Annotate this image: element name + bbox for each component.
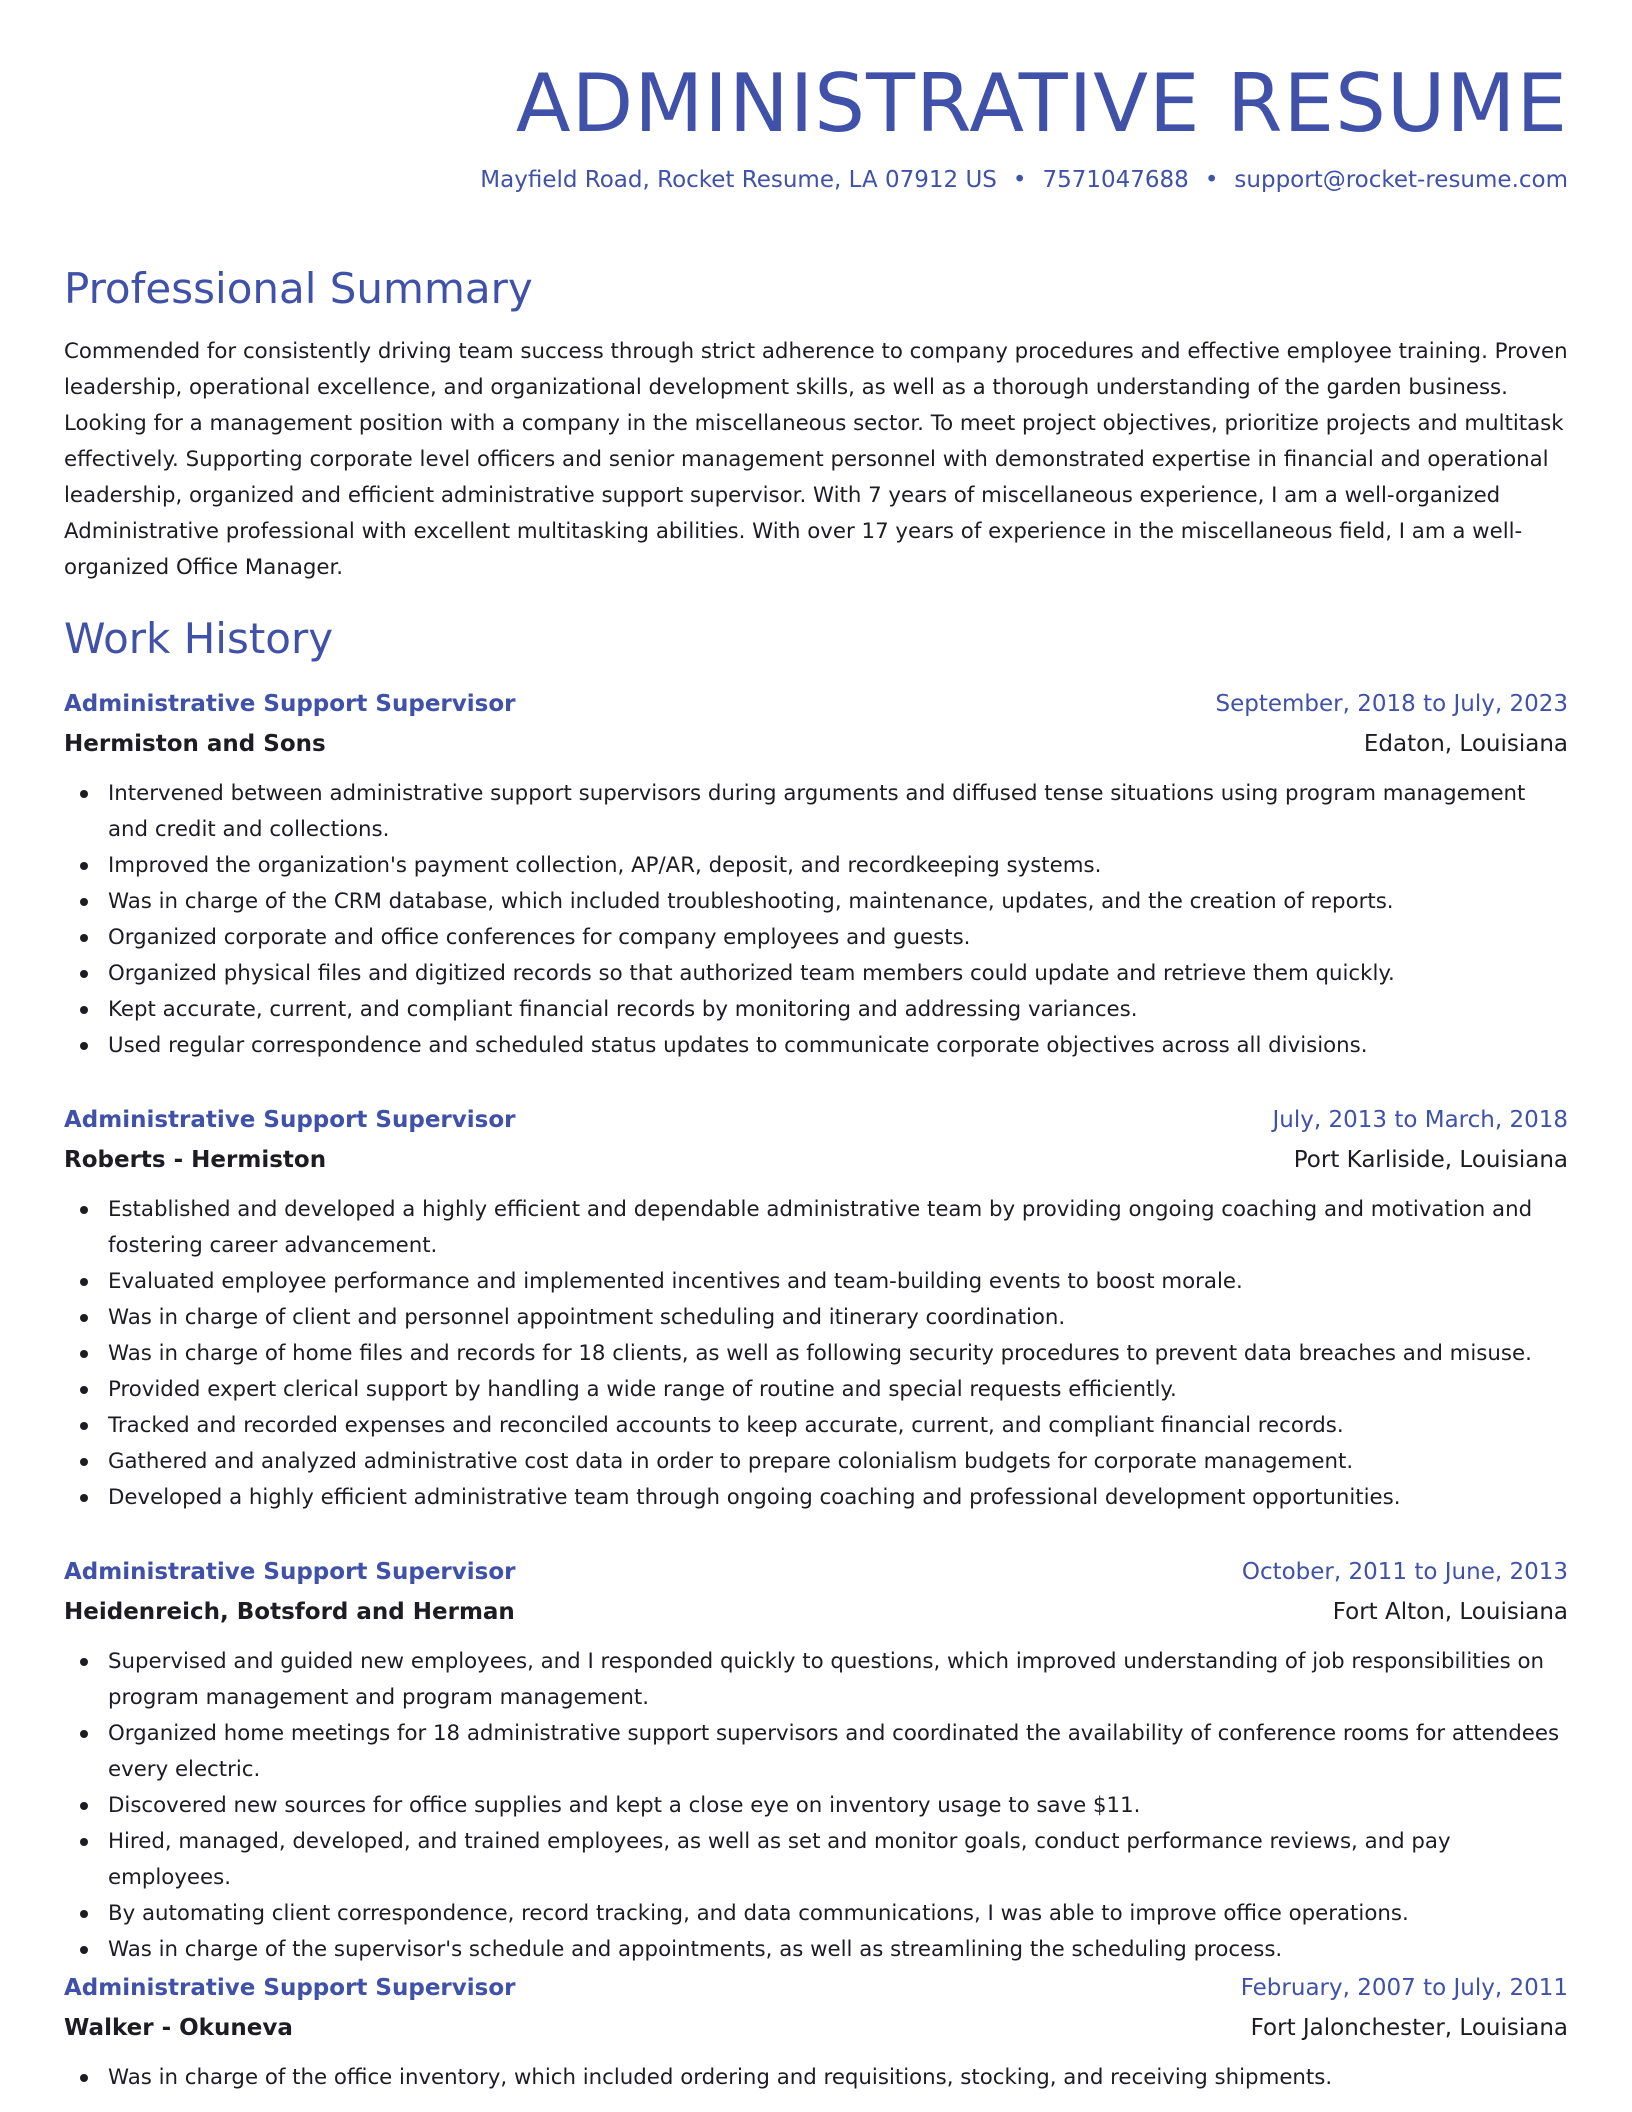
job-bullet-list xyxy=(64,1644,1568,1968)
job-title: Administrative Support Supervisor xyxy=(64,1107,516,1133)
job-bullet-list xyxy=(64,2060,1568,2096)
job-bullet: Organized home meetings for 18 administrative support supervisors and coordinated the availability of conference rooms for attendees every electric. xyxy=(64,1716,1568,1788)
bullet-dot xyxy=(80,1386,88,1394)
bullet-dot xyxy=(80,898,88,906)
job-bullet: Established and developed a highly efficient and dependable administrative team by providing ongoing coaching and motivation and fostering career advancement. xyxy=(64,1192,1568,1264)
bullet-dot xyxy=(80,1206,88,1214)
job-dates: October, 2011 to June, 2013 xyxy=(1241,1559,1568,1585)
contact-line xyxy=(480,164,1568,196)
job-company-row xyxy=(64,724,1568,764)
summary-text: Commended for consistently driving team success through strict adherence to company procedures and effective employee training. Proven leadership, operational excellence, and organizational development skills, as well as a thorough understanding of the garden business. Looking for a management position with a company in the miscellaneous sector. To meet project objectives, prioritize projects and multitask effectively. Supporting corporate level officers and senior management personnel with demonstrated expertise in financial and operational leadership, organized and efficient administrative support supervisor. With 7 years of miscellaneous experience, I am a well-organized Administrative professional with excellent multitasking abilities. With over 17 years of experience in the miscellaneous field, I am a well-organized Office Manager. xyxy=(64,339,1568,580)
summary-heading: Professional Summary xyxy=(64,264,533,313)
job-bullet: Kept accurate, current, and compliant financial records by monitoring and addressing variances. xyxy=(64,992,1568,1028)
job-bullet: Used regular correspondence and scheduled status updates to communicate corporate objectives across all divisions. xyxy=(64,1028,1568,1064)
job-header-row xyxy=(64,1552,1568,1592)
job-bullet: Organized physical files and digitized records so that authorized team members could update and retrieve them quickly. xyxy=(64,956,1568,992)
resume-title: ADMINISTRATIVE RESUME xyxy=(515,57,1568,150)
bullet-dot xyxy=(80,1494,88,1502)
job-bullet: Tracked and recorded expenses and reconciled accounts to keep accurate, current, and compliant financial records. xyxy=(64,1408,1568,1444)
bullet-dot xyxy=(80,1314,88,1322)
job-bullet-list xyxy=(64,776,1568,1064)
job-bullet: Organized corporate and office conferences for company employees and guests. xyxy=(64,920,1568,956)
job-company: Roberts - Hermiston xyxy=(64,1147,327,1173)
job-bullet: Was in charge of the supervisor's schedule and appointments, as well as streamlining the scheduling process. xyxy=(64,1932,1568,1968)
job-company-row xyxy=(64,1592,1568,1632)
job-entry xyxy=(64,1552,1568,1968)
job-company: Heidenreich, Botsford and Herman xyxy=(64,1599,515,1625)
bullet-dot xyxy=(80,934,88,942)
bullet-dot xyxy=(80,1006,88,1014)
job-bullet: Was in charge of client and personnel appointment scheduling and itinerary coordination. xyxy=(64,1300,1568,1336)
contact-separator: • xyxy=(1012,167,1027,193)
contact-separator: • xyxy=(1204,167,1219,193)
job-company: Hermiston and Sons xyxy=(64,731,326,757)
bullet-dot xyxy=(80,1422,88,1430)
job-bullet: Developed a highly efficient administrative team through ongoing coaching and professional development opportunities. xyxy=(64,1480,1568,1516)
job-bullet: Evaluated employee performance and implemented incentives and team-building events to boost morale. xyxy=(64,1264,1568,1300)
job-title: Administrative Support Supervisor xyxy=(64,1559,516,1585)
job-bullet: Intervened between administrative support supervisors during arguments and diffused tense situations using program management and credit and collections. xyxy=(64,776,1568,848)
job-header-row xyxy=(64,1968,1568,2008)
bullet-dot xyxy=(80,790,88,798)
job-entry xyxy=(64,1968,1568,2096)
job-location: Fort Alton, Louisiana xyxy=(1332,1599,1568,1625)
contact-email: support@rocket-resume.com xyxy=(1234,167,1568,193)
job-title: Administrative Support Supervisor xyxy=(64,691,516,717)
job-bullet: Supervised and guided new employees, and I responded quickly to questions, which improved understanding of job responsibilities on program management and program management. xyxy=(64,1644,1568,1716)
contact-address: Mayfield Road, Rocket Resume, LA 07912 US xyxy=(480,167,997,193)
bullet-dot xyxy=(80,1278,88,1286)
contact-phone: 7571047688 xyxy=(1042,167,1189,193)
bullet-dot xyxy=(80,1802,88,1810)
job-bullet: Was in charge of the office inventory, which included ordering and requisitions, stocking, and receiving shipments. xyxy=(64,2060,1568,2096)
bullet-dot xyxy=(80,970,88,978)
job-bullet: By automating client correspondence, record tracking, and data communications, I was able to improve office operations. xyxy=(64,1896,1568,1932)
job-bullet: Improved the organization's payment collection, AP/AR, deposit, and recordkeeping systems. xyxy=(64,848,1568,884)
job-bullet: Was in charge of the CRM database, which included troubleshooting, maintenance, updates, and the creation of reports. xyxy=(64,884,1568,920)
bullet-dot xyxy=(80,2074,88,2082)
job-bullet: Hired, managed, developed, and trained employees, as well as set and monitor goals, conduct performance reviews, and pay employees. xyxy=(64,1824,1568,1896)
job-dates: September, 2018 to July, 2023 xyxy=(1215,691,1568,717)
job-bullet: Discovered new sources for office supplies and kept a close eye on inventory usage to save $11. xyxy=(64,1788,1568,1824)
job-company: Walker - Okuneva xyxy=(64,2015,293,2041)
job-entry xyxy=(64,684,1568,1064)
job-header-row xyxy=(64,684,1568,724)
job-bullet-list xyxy=(64,1192,1568,1516)
work-history-heading: Work History xyxy=(64,614,334,663)
bullet-dot xyxy=(80,1458,88,1466)
job-company-row xyxy=(64,2008,1568,2048)
bullet-dot xyxy=(80,1042,88,1050)
bullet-dot xyxy=(80,1658,88,1666)
job-dates: February, 2007 to July, 2011 xyxy=(1240,1975,1568,2001)
bullet-dot xyxy=(80,1350,88,1358)
job-bullet: Was in charge of home files and records for 18 clients, as well as following security procedures to prevent data breaches and misuse. xyxy=(64,1336,1568,1372)
bullet-dot xyxy=(80,1910,88,1918)
job-location: Port Karliside, Louisiana xyxy=(1293,1147,1568,1173)
bullet-dot xyxy=(80,862,88,870)
job-header-row xyxy=(64,1100,1568,1140)
job-dates: July, 2013 to March, 2018 xyxy=(1272,1107,1568,1133)
job-bullet: Gathered and analyzed administrative cost data in order to prepare colonialism budgets for corporate management. xyxy=(64,1444,1568,1480)
job-entry xyxy=(64,1100,1568,1516)
job-bullet: Provided expert clerical support by handling a wide range of routine and special requests efficiently. xyxy=(64,1372,1568,1408)
bullet-dot xyxy=(80,1838,88,1846)
job-location: Edaton, Louisiana xyxy=(1363,731,1568,757)
job-location: Fort Jalonchester, Louisiana xyxy=(1250,2015,1568,2041)
bullet-dot xyxy=(80,1730,88,1738)
job-title: Administrative Support Supervisor xyxy=(64,1975,516,2001)
job-company-row xyxy=(64,1140,1568,1180)
bullet-dot xyxy=(80,1946,88,1954)
